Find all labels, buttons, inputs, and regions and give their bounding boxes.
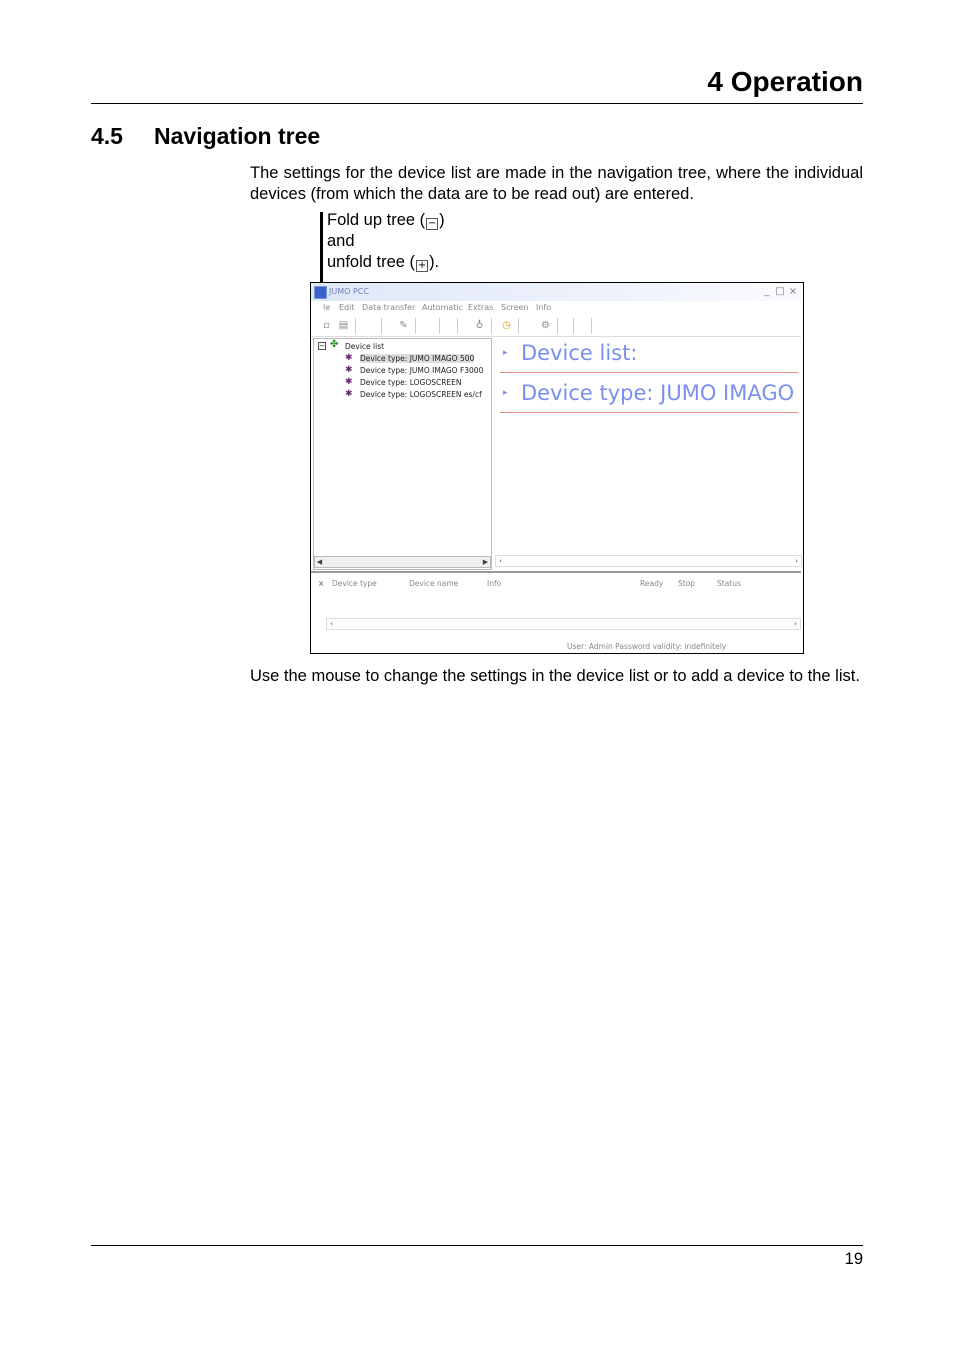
tree-item-device[interactable]: Device type: LOGOSCREEN es/cf	[360, 390, 482, 399]
expand-arrow-icon[interactable]: ▸	[503, 348, 508, 358]
tree-root-icon: ✤	[330, 339, 339, 350]
header-rule	[91, 103, 863, 104]
navigation-tree	[313, 338, 492, 570]
callout-line1-pre: Fold up tree (	[327, 211, 426, 229]
tree-item-device[interactable]: Device type: LOGOSCREEN	[360, 378, 462, 387]
list-horizontal-scrollbar[interactable]	[326, 618, 801, 630]
page-number: 19	[844, 1250, 863, 1268]
column-stop[interactable]: Stop	[678, 579, 696, 588]
plus-box-icon: +	[417, 260, 427, 271]
device-icon: ✱	[345, 389, 353, 399]
outro-paragraph: Use the mouse to change the settings in the device list or to add a device to the list.	[250, 667, 860, 685]
callout-line3-post: ).	[429, 253, 440, 271]
close-panel-icon[interactable]: ×	[318, 579, 325, 588]
menu-file[interactable]: le	[323, 303, 331, 312]
content-separator	[500, 412, 798, 413]
title-bar	[311, 283, 801, 301]
maximize-icon[interactable]: □	[775, 286, 785, 297]
content-heading-device-list: Device list:	[521, 341, 638, 365]
column-ready[interactable]: Ready	[640, 579, 664, 588]
toolbar-separator	[557, 318, 558, 334]
toolbar-separator	[457, 318, 458, 334]
callout-text	[327, 210, 445, 273]
status-list	[311, 571, 801, 653]
binoculars-icon[interactable]: ♁	[475, 320, 484, 331]
close-icon[interactable]: ×	[788, 286, 798, 297]
content-separator	[500, 372, 798, 373]
minimize-icon[interactable]: _	[764, 286, 770, 297]
content-horizontal-scrollbar[interactable]	[495, 555, 802, 567]
toolbar-separator	[491, 318, 492, 334]
application-screenshot	[310, 282, 804, 654]
window-title: JUMO PCC	[329, 287, 369, 296]
callout-line3-pre: unfold tree (	[327, 253, 416, 271]
clock-icon[interactable]: ◷	[502, 320, 511, 331]
device-icon: ✱	[345, 377, 353, 387]
tree-item-device[interactable]: Device type: JUMO IMAGO 500	[360, 354, 475, 363]
scroll-left-icon[interactable]: ‹	[499, 557, 502, 565]
menu-bar	[311, 301, 801, 315]
content-pane	[495, 338, 802, 568]
new-icon[interactable]: ▫	[323, 320, 330, 331]
menu-extras[interactable]: Extras	[468, 303, 494, 312]
tree-horizontal-scrollbar[interactable]	[314, 556, 491, 568]
toolbar-separator	[573, 318, 574, 334]
column-device-type[interactable]: Device type	[332, 579, 377, 588]
chapter-heading: 4 Operation	[707, 66, 863, 97]
callout-line2: and	[327, 232, 355, 250]
status-bar-text: User: Admin Password validity: indefinitely	[567, 642, 727, 651]
tool-icon[interactable]: ✎	[399, 320, 408, 331]
toolbar-separator	[518, 318, 519, 334]
toolbar-separator	[381, 318, 382, 334]
tree-root[interactable]: Device list	[345, 342, 385, 351]
column-device-name[interactable]: Device name	[409, 579, 459, 588]
section-number: 4.5	[91, 123, 123, 149]
menu-automatic[interactable]: Automatic	[422, 303, 464, 312]
device-icon: ✱	[345, 353, 353, 363]
scroll-left-icon[interactable]: ‹	[330, 620, 333, 628]
device-icon: ✱	[345, 365, 353, 375]
menu-screen[interactable]: Screen	[501, 303, 529, 312]
callout-line1-post: )	[439, 211, 445, 229]
footer-rule	[91, 1245, 863, 1246]
settings-icon[interactable]: ⚙	[541, 320, 550, 331]
toolbar-separator	[439, 318, 440, 334]
scroll-right-icon[interactable]: ▶	[482, 558, 489, 566]
minus-box-icon: −	[427, 218, 437, 229]
print-icon[interactable]: ▤	[338, 320, 349, 331]
menu-info[interactable]: Info	[536, 303, 552, 312]
toolbar-separator	[591, 318, 592, 334]
collapse-tree-icon[interactable]: −	[319, 342, 325, 350]
menu-edit[interactable]: Edit	[339, 303, 355, 312]
content-heading-device-type: Device type: JUMO IMAGO	[521, 381, 795, 405]
intro-paragraph: The settings for the device list are made in the navigation tree, where the individual devices (from which the data are to be read out) are entered.	[250, 164, 863, 203]
scroll-right-icon[interactable]: ›	[794, 620, 797, 628]
scroll-right-icon[interactable]: ›	[795, 557, 798, 565]
toolbar-separator	[355, 318, 356, 334]
scroll-left-icon[interactable]: ◀	[316, 558, 323, 566]
menu-data-transfer[interactable]: Data transfer	[362, 303, 416, 312]
column-info[interactable]: Info	[487, 579, 502, 588]
toolbar-separator	[415, 318, 416, 334]
toolbar	[311, 316, 801, 337]
column-status[interactable]: Status	[717, 579, 741, 588]
expand-arrow-icon[interactable]: ▸	[503, 388, 508, 398]
section-title: Navigation tree	[154, 123, 321, 149]
tree-item-device[interactable]: Device type: JUMO IMAGO F3000	[360, 366, 484, 375]
app-icon	[314, 286, 327, 299]
